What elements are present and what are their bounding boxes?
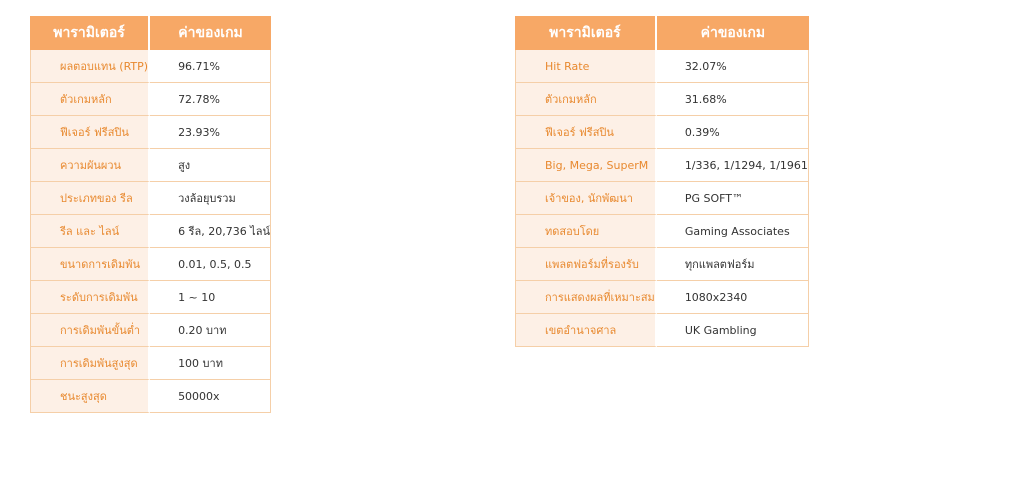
table-row — [30, 149, 271, 182]
param-value: 6 รีล, 20,736 ไลน์ — [150, 215, 271, 248]
header-game-value: ค่าของเกม — [657, 16, 809, 50]
param-value: วงล้อยุบรวม — [150, 182, 271, 215]
param-label: ความผันผวน — [30, 149, 150, 182]
param-label: ฟีเจอร์ ฟรีสปิน — [515, 116, 657, 149]
param-value: 0.39% — [657, 116, 809, 149]
table-row — [515, 149, 809, 182]
param-value: 32.07% — [657, 50, 809, 83]
param-value: PG SOFT™ — [657, 182, 809, 215]
param-value: 1/336, 1/1294, 1/1961 — [657, 149, 809, 182]
param-label: ฟีเจอร์ ฟรีสปิน — [30, 116, 150, 149]
param-value: สูง — [150, 149, 271, 182]
param-value: 96.71% — [150, 50, 271, 83]
header-game-value: ค่าของเกม — [150, 16, 271, 50]
table-header-row — [515, 16, 809, 50]
param-label: การเดิมพันขั้นต่ำ — [30, 314, 150, 347]
table-row — [30, 83, 271, 116]
game-spec-table-left — [30, 16, 271, 413]
table-row — [515, 50, 809, 83]
param-label: แพลตฟอร์มที่รองรับ — [515, 248, 657, 281]
param-label: ทดสอบโดย — [515, 215, 657, 248]
table-row — [515, 281, 809, 314]
table-row — [515, 83, 809, 116]
table-row — [515, 248, 809, 281]
table-row — [30, 314, 271, 347]
header-parameter: พารามิเตอร์ — [30, 16, 150, 50]
param-value: 0.20 บาท — [150, 314, 271, 347]
param-value: 50000x — [150, 380, 271, 413]
param-label: การเดิมพันสูงสุด — [30, 347, 150, 380]
param-label: ประเภทของ รีล — [30, 182, 150, 215]
param-value: 1080x2340 — [657, 281, 809, 314]
param-value: 31.68% — [657, 83, 809, 116]
param-label: ชนะสูงสุด — [30, 380, 150, 413]
param-value: Gaming Associates — [657, 215, 809, 248]
param-label: เจ้าของ, นักพัฒนา — [515, 182, 657, 215]
param-label: ขนาดการเดิมพัน — [30, 248, 150, 281]
table-row — [30, 50, 271, 83]
param-label: Hit Rate — [515, 50, 657, 83]
table-row — [515, 182, 809, 215]
param-value: 0.01, 0.5, 0.5 — [150, 248, 271, 281]
table-row — [30, 380, 271, 413]
game-spec-table-right — [515, 16, 809, 347]
param-value: 72.78% — [150, 83, 271, 116]
param-label: เขตอำนาจศาล — [515, 314, 657, 347]
param-label: ผลตอบแทน (RTP) — [30, 50, 150, 83]
table-row — [515, 116, 809, 149]
table-row — [30, 347, 271, 380]
table-row — [515, 215, 809, 248]
param-label: รีล และ ไลน์ — [30, 215, 150, 248]
param-value: ทุกแพลตฟอร์ม — [657, 248, 809, 281]
param-value: UK Gambling — [657, 314, 809, 347]
param-label: ระดับการเดิมพัน — [30, 281, 150, 314]
param-value: 100 บาท — [150, 347, 271, 380]
param-label: การแสดงผลที่เหมาะสม — [515, 281, 657, 314]
header-parameter: พารามิเตอร์ — [515, 16, 657, 50]
table-row — [515, 314, 809, 347]
param-value: 23.93% — [150, 116, 271, 149]
param-value: 1 ~ 10 — [150, 281, 271, 314]
table-row — [30, 281, 271, 314]
param-label: Big, Mega, SuperM — [515, 149, 657, 182]
param-label: ตัวเกมหลัก — [515, 83, 657, 116]
table-row — [30, 116, 271, 149]
table-row — [30, 215, 271, 248]
param-label: ตัวเกมหลัก — [30, 83, 150, 116]
table-header-row — [30, 16, 271, 50]
table-row — [30, 248, 271, 281]
table-row — [30, 182, 271, 215]
